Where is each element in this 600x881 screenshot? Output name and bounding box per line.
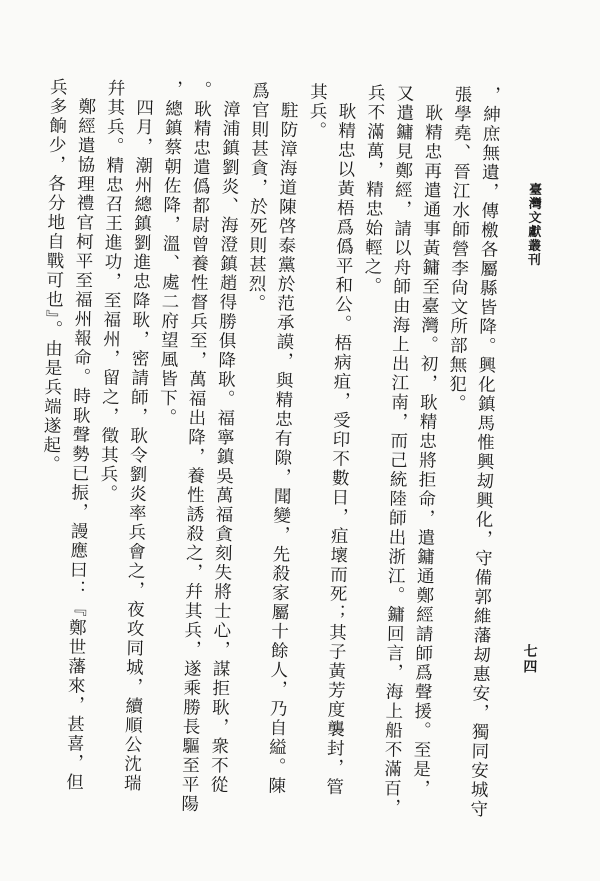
text-column: 張學堯、晉江水師營李尙文所部無犯。: [447, 85, 474, 414]
text-column: ，總鎮蔡朝佐降，溫、處二府望風皆下。: [157, 79, 185, 428]
text-column: 鄭經遣協理禮官柯平至福州報命。時耿聲勢已振，謾應曰：『鄭世藩來，甚喜，但: [64, 97, 98, 793]
text-column: 兵不滿萬，精忠始輕之。: [362, 83, 387, 297]
text-block: [30, 78, 506, 824]
text-column: 兵多餉少，各分地自戰可也』。由是兵端遂起。: [41, 77, 69, 475]
text-column: 幷其兵。精忠召王進功，至福州，留之，徵其兵。: [98, 78, 127, 504]
text-column: 駐防漳海道陳啓泰黨於范承謨，與精忠有隙，聞變，先殺家屬十餘人，乃自縊。陳: [266, 101, 300, 797]
text-column: 爲官則甚貪，於死則甚烈。: [246, 81, 271, 314]
text-column: 漳浦鎮劉炎、海澄鎮趙得勝俱降耿。福寧鎮吳萬福貪刻失將士心，謀拒耿，衆不從: [208, 100, 242, 796]
page-number: 七四: [521, 643, 537, 675]
scan-content: [26, 77, 580, 857]
text-column: 其兵。: [307, 82, 329, 141]
text-column: 耿精忠再遣通事黃鏞至臺灣。初，耿精忠將拒命，遣鏞通鄭經請師爲聲援。至是，: [411, 103, 444, 799]
text-column: 四月，潮州總鎮劉進忠降耿，密請師，耿令劉炎率兵會之，夜攻同城，續順公沈瑞: [122, 98, 155, 794]
text-column: 耿精忠以黃梧爲僞平和公。梧病疽，受印不數日，疽壞而死；其子黃芳度襲封，管: [324, 102, 358, 798]
text-column: 又遣鏞見鄭經，請以舟師由海上出江南，而己統陸師出浙江。鏞回言，海上船不滿百，: [381, 83, 416, 818]
series-title: 臺灣文獻叢刊: [525, 182, 543, 267]
text-column: ，紳庶無遺，傳檄各屬縣皆降。興化鎮馬惟興刼興化，守備郭維藩刼惠安，獨同安城守: [468, 85, 503, 820]
text-column: 。耿精忠遣僞都尉曾養性督兵至，萬福出降，養性誘殺之，幷其兵，遂乘勝長驅至平陽: [179, 80, 213, 814]
